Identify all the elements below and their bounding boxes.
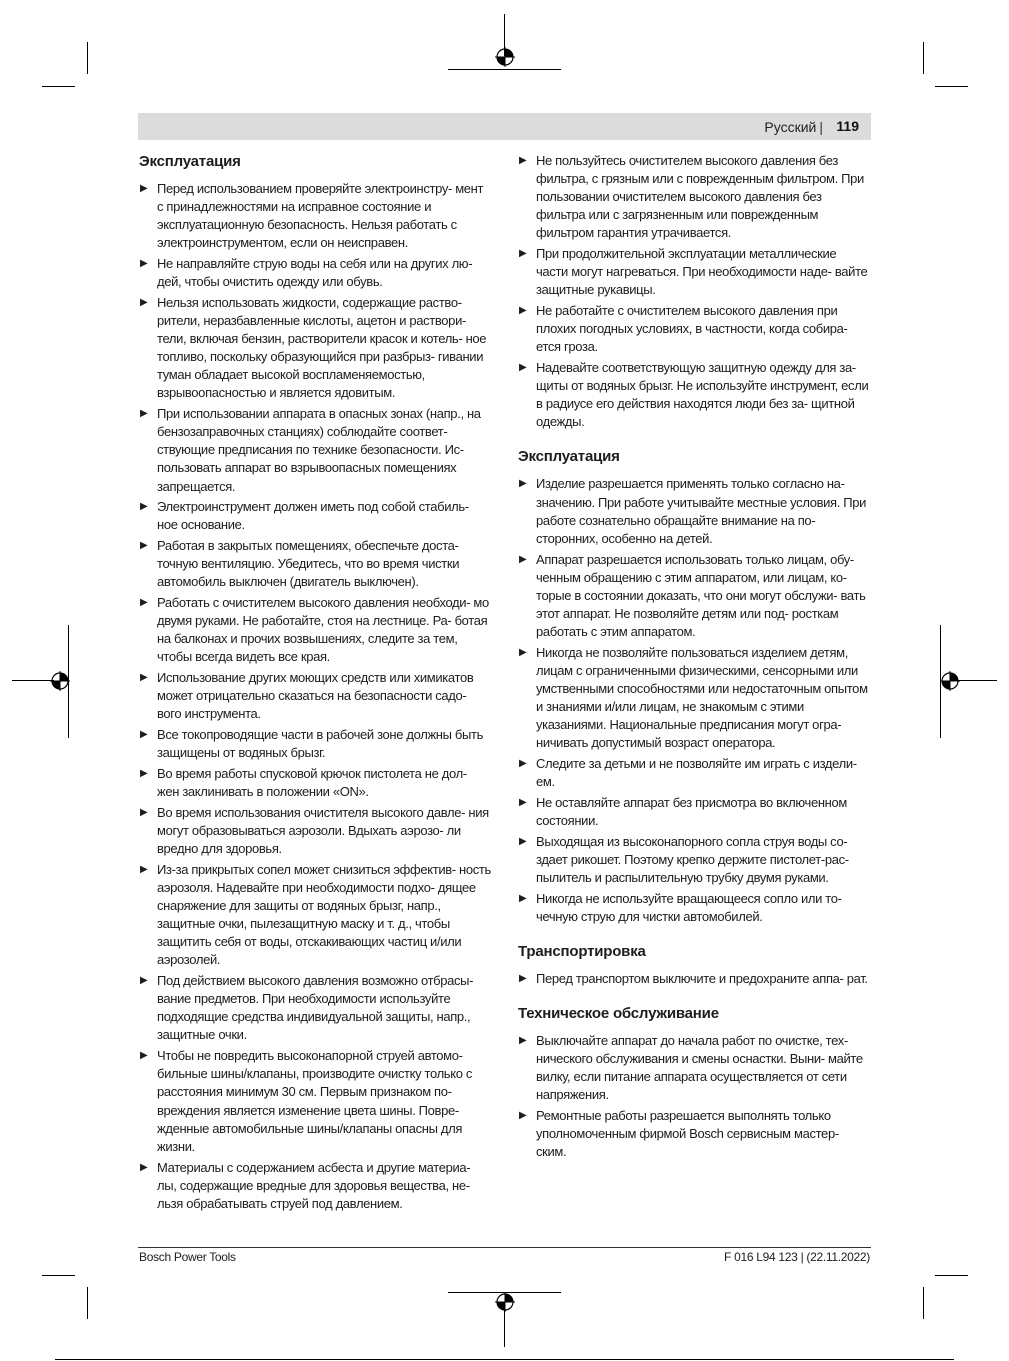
crop-mark xyxy=(87,42,88,74)
list-item xyxy=(518,302,870,356)
list-item-text: Никогда не используйте вращающееся сопло или то- чечную струю для чистки автомобилей. xyxy=(536,890,842,924)
list-item xyxy=(139,294,491,403)
footer-brand: Bosch Power Tools xyxy=(139,1250,236,1264)
list-item xyxy=(518,245,870,299)
bullet-icon: ▶ xyxy=(140,183,148,194)
crop-mark xyxy=(12,680,54,681)
bullet-icon: ▶ xyxy=(140,258,148,270)
bullet-icon: ▶ xyxy=(519,362,527,374)
list-item xyxy=(139,669,491,723)
bullet-icon: ▶ xyxy=(519,305,527,317)
page-number: 119 xyxy=(836,118,859,134)
crop-mark xyxy=(923,1287,924,1319)
bullet-icon: ▶ xyxy=(140,540,148,552)
list-item xyxy=(139,405,491,495)
list-item-text: Не пользуйтесь очистителем высокого давления без фильтра, с грязным или с поврежденным фильтром. При пользовании очистителем высокого давления без фильтра или с загрязненным или поврежденным фильтром гарантия утрачивается. xyxy=(536,153,864,241)
bullet-icon: ▶ xyxy=(140,729,148,741)
bullet-list xyxy=(518,970,870,988)
bullet-icon: ▶ xyxy=(519,1110,527,1121)
list-item xyxy=(518,890,870,926)
list-item xyxy=(518,551,870,641)
list-item xyxy=(518,833,870,887)
crop-mark xyxy=(42,86,75,87)
bullet-icon: ▶ xyxy=(140,296,148,308)
bullet-icon: ▶ xyxy=(519,1034,527,1046)
registration-mark-icon xyxy=(940,671,960,691)
list-item xyxy=(518,359,870,431)
list-item xyxy=(518,794,870,830)
header-language: Русский | xyxy=(764,119,823,135)
bullet-icon: ▶ xyxy=(140,597,148,609)
section-heading: Эксплуатация xyxy=(139,153,241,170)
section-heading: Техническое обслуживание xyxy=(518,1004,719,1022)
list-item-text: Ремонтные работы разрешается выполнять только уполномоченным фирмой Bosch сервисным мастер- ским. xyxy=(536,1108,839,1160)
bullet-icon: ▶ xyxy=(140,408,148,420)
bullet-icon: ▶ xyxy=(140,863,148,875)
list-item xyxy=(139,180,491,252)
right-column xyxy=(518,152,870,1164)
list-item-text: Следите за детьми и не позволяйте им играть с издели- ем. xyxy=(536,755,857,790)
list-item-text: Нельзя использовать жидкости, содержащие раство- рители, неразбавленные кислоты, ацетон и раствори- тели, включая бензин, растворители красок и котель- ное топливо, поскольку образующийся при разбрыз- гивании туман обладает высокой воспламеняемостью, взрывоопасностью и является ядовитым. xyxy=(157,294,487,401)
bullet-icon: ▶ xyxy=(519,248,527,260)
list-item-text: Выходящая из высоконапорного сопла струя воды со- здает рикошет. Поэтому крепко держите пистолет-рас- пылитель и распылительную трубку двумя руками. xyxy=(536,833,849,885)
bullet-icon: ▶ xyxy=(140,672,148,684)
list-item-text: Аппарат разрешается использовать только лицам, обу- ченным обращению с этим аппаратом, или лицам, ко- торые в состоянии доказать, что они могут обслужи- вать этот аппарат. Не позволяйте детям или под- росткам работать с этим аппаратом. xyxy=(536,551,866,639)
list-item-text: При продолжительной эксплуатации металлические части могут нагреваться. При необходимости наде- вайте защитные рукавицы. xyxy=(536,246,868,298)
list-item xyxy=(518,755,870,791)
list-item-text: Изделие разрешается применять только согласно на- значению. При работе учитывайте местные условия. При работе сознательно обращайте внимание на по- сторонних, особенно на детей. xyxy=(536,476,867,546)
list-item-text: Под действием высокого давления возможно отбрасы- вание предметов. При необходимости используйте подходящие средства индивидуальной защиты, напр., защитные очки. xyxy=(157,973,474,1043)
bullet-icon: ▶ xyxy=(519,757,527,769)
list-item xyxy=(518,1032,870,1104)
footer-doc-number: F 016 L94 123 | (22.11.2022) xyxy=(724,1250,870,1264)
bullet-icon: ▶ xyxy=(140,975,148,987)
footer-divider xyxy=(138,1247,871,1248)
list-item xyxy=(518,970,870,988)
list-item xyxy=(518,1107,870,1161)
list-item xyxy=(139,804,491,858)
list-item-text: Надевайте соответствующую защитную одежду для за- щиты от водяных брызг. Не используйте инструмент, если в радиусе его действия находятся люди без за- щитной одежды. xyxy=(536,360,869,430)
list-item xyxy=(518,475,870,547)
crop-mark xyxy=(935,1275,968,1276)
bullet-icon: ▶ xyxy=(519,796,527,808)
bullet-icon: ▶ xyxy=(519,478,527,490)
list-item-text: Перед транспортом выключите и предохраните аппа- рат. xyxy=(536,970,868,986)
list-item-text: Во время использования очистителя высокого давле- ния могут образовываться аэрозоли. Вдыхать аэрозо- ли вредно для здоровья. xyxy=(157,804,489,857)
bullet-list xyxy=(518,475,870,925)
registration-mark-icon xyxy=(495,1292,515,1312)
list-item-text: Материалы с содержанием асбеста и другие материа- лы, содержащие вредные для здоровья вещества, не- льзя обрабатывать струей под давлением. xyxy=(157,1159,471,1211)
page-header xyxy=(138,113,871,140)
bullet-icon: ▶ xyxy=(140,1161,148,1173)
list-item-text: Во время работы спусковой крючок пистолета не дол- жен заклинивать в положении «ON». xyxy=(157,766,467,800)
list-item-text: Выключайте аппарат до начала работ по очистке, тех- нического обслуживания и смены оснастки. Выни- майте вилку, если питание аппарата осуществляется от сети напряжения. xyxy=(536,1032,863,1103)
crop-mark xyxy=(42,1275,75,1276)
list-item-text: Использование других моющих средств или химикатов может отрицательно сказаться на безопасности садо- вого инструмента. xyxy=(157,670,474,722)
list-item xyxy=(139,726,491,762)
crop-mark xyxy=(448,69,561,70)
bullet-icon: ▶ xyxy=(140,501,148,513)
registration-mark-icon xyxy=(495,47,515,67)
list-item-text: Не оставляйте аппарат без присмотра во включенном состоянии. xyxy=(536,794,847,828)
bullet-icon: ▶ xyxy=(140,768,148,780)
list-item xyxy=(139,1047,491,1156)
left-column xyxy=(139,152,491,1215)
list-item-text: Не работайте с очистителем высокого давления при плохих погодных условиях, в частности, когда собира- ется гроза. xyxy=(536,303,848,355)
section-heading: Эксплуатация xyxy=(518,448,620,466)
list-item-text: Все токопроводящие части в рабочей зоне должны быть защищены от водяных брызг. xyxy=(157,727,483,761)
list-item-text: При использовании аппарата в опасных зонах (напр., на бензозаправочных станциях) соблюдайте соответ- ствующие предписания по технике безопасности. Ис- пользовать аппарат во взрывоопасных помещениях запрещается. xyxy=(157,406,481,494)
crop-mark xyxy=(935,86,968,87)
list-item-text: Работать с очистителем высокого давления необходи- мо двумя руками. Не работайте, стоя на лестнице. Ра- ботая на балконах и прочих возвышениях, следите за тем, чтобы всегда видеть все края. xyxy=(157,595,489,665)
list-item-text: Не направляйте струю воды на себя или на других лю- дей, чтобы очистить одежду или обувь. xyxy=(157,256,473,290)
list-item xyxy=(139,537,491,591)
bullet-icon: ▶ xyxy=(140,1050,148,1062)
bullet-icon: ▶ xyxy=(519,972,527,984)
crop-mark xyxy=(923,42,924,74)
list-item xyxy=(139,255,491,291)
list-item xyxy=(139,861,491,970)
list-item xyxy=(139,498,491,534)
bullet-icon: ▶ xyxy=(519,646,527,658)
list-item xyxy=(518,152,870,242)
bullet-icon: ▶ xyxy=(519,892,527,904)
list-item-text: Электроинструмент должен иметь под собой стабиль- ное основание. xyxy=(157,499,469,533)
list-item xyxy=(139,972,491,1044)
bullet-list xyxy=(518,1032,870,1161)
registration-mark-icon xyxy=(50,671,70,691)
bullet-icon: ▶ xyxy=(519,155,527,166)
bullet-icon: ▶ xyxy=(140,806,148,818)
bullet-icon: ▶ xyxy=(519,553,527,565)
list-item xyxy=(518,644,870,753)
list-item-text: Чтобы не повредить высоконапорной струей автомо- бильные шины/клапаны, производите очистку только с расстояния минимум 30 см. Первым признаком по- вреждения является изменение цвета шины. Повре- жденные автомобильные шины/клапаны опасны для жизни. xyxy=(157,1048,473,1154)
crop-mark xyxy=(87,1287,88,1319)
bullet-list xyxy=(139,180,491,1213)
list-item xyxy=(139,1159,491,1213)
crop-mark xyxy=(55,1359,954,1360)
list-item-text: Перед использованием проверяйте электроинстру- мент с принадлежностями на исправное состояние и эксплуатационную безопасность. Нельзя работать с электроинструментом, если он неисправен. xyxy=(157,181,484,251)
list-item-text: Никогда не позволяйте пользоваться изделием детям, лицам с ограниченными физическими, сенсорными или умственными способностями или недостаточным опытом и знаниями и/или лицам, не знакомым с этими указаниями. Национальные предписания могут огра- ничивать допустимый возраст оператора. xyxy=(536,644,868,751)
section-heading: Транспортировка xyxy=(518,942,646,960)
list-item-text: Работая в закрытых помещениях, обеспечьте доста- точную вентиляцию. Убедитесь, что во время чистки автомобиль выключен (двигатель выключен). xyxy=(157,538,460,590)
list-item-text: Из-за прикрытых сопел может снизиться эффектив- ность аэрозоля. Надевайте при необходимости подхо- дящее снаряжение для защиты от водяных брызг, напр., защитные очки, пылезащитную маску и т. д., чтобы защитить себя от воды, отскакивающих частиц и/или аэрозолей. xyxy=(157,861,491,968)
crop-mark xyxy=(955,680,997,681)
list-item xyxy=(139,594,491,666)
bullet-icon: ▶ xyxy=(519,835,527,847)
list-item xyxy=(139,765,491,801)
bullet-list xyxy=(518,152,870,431)
